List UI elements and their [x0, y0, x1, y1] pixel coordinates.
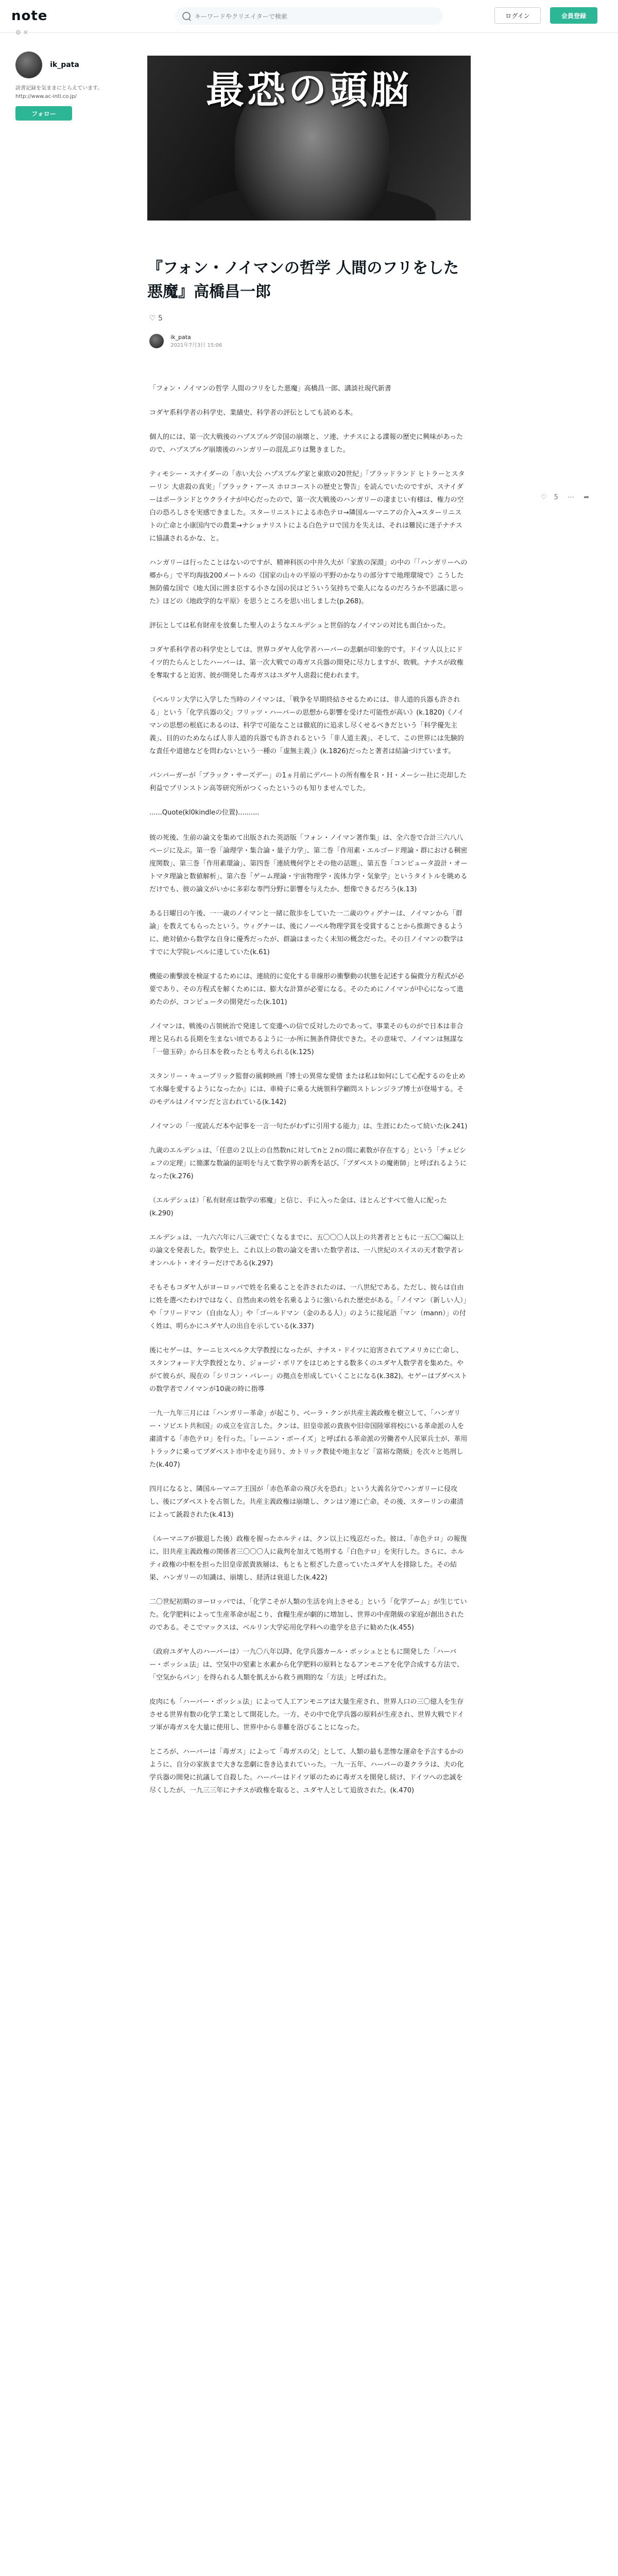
profile-top-icons: ⚙ ✕: [15, 29, 28, 36]
paragraph: バンバーガーが「ブラック・サーズデー」の1ヵ月前にデパートの所有権をＲ・Ｈ・メーシー社に売却した利益でプリンストン高等研究所がつくったというのも知りませんでした。: [149, 772, 467, 792]
hero-title-text: 最恐の頭脳: [206, 68, 412, 112]
paragraph: 二〇世紀初期のヨーロッパでは、「化学こそが人類の生活を向上させる」という「化学ブーム」が生じていた。化学肥料によって生産革命が起こり、食糧生産が劇的に増加し、世界の中産階級の家庭が創出されたのである。そこでマックスは、ベルリン大学応用化学科への進学を息子に勧めた(k.455): [149, 1598, 467, 1632]
paragraph: ところが、ハーバーは「毒ガス」によって「毒ガスの父」として、人類の最も悲惨な運命を予言するかのように、自分の家族まで大きな悲劇に巻き込まれていった。一九一五年、ハーバーの妻クララは、夫の化学兵器の開発に抗議して自殺した。ハーバーはドイツ軍のために毒ガスを開発し続け、ドイツへの忠誠を尽くしたが、一九三三年にナチスが政権を取ると、ユダヤ人として追放された。(k.470): [149, 1748, 464, 1794]
hero-image: [147, 56, 471, 221]
author-name[interactable]: ik_pata: [170, 334, 191, 341]
search-input[interactable]: [194, 7, 433, 26]
paragraph: 九歳のエルデシュは、「任意の２以上の自然数nに対してnと２nの間に素数が存在する」という「チェビシェフの定理」に簡潔な数論的証明を与えて数学界の新秀を話び、「ブダペストの魔術師」と呼ばれるようになった(k.276): [149, 1147, 467, 1180]
paragraph: 機能の衝撃波を検証するためには、連続的に変化する非線形の衝撃動の状態を記述する偏微分方程式が必要であり、その方程式を解くためには、膨大な計算が必要になる。そのためにノイマンが中心になって進めたのが、コンピュータの開発だった(k.101): [149, 973, 465, 1006]
paragraph: コダヤ系科学者の科学史としては、世界コダヤ人化学者ハーバーの悲劇が印象的です。ドイツ人以上にドイツ的たらんとしたハーバーは、第一次大戦での毒ガス兵器の開発に尽力しますが、敗戦。ナチスが政権を奪取すると迫害、彼が開発した毒ガスはユダヤ人虐殺に使われます。: [149, 646, 464, 680]
paragraph: 彼の死後、生前の論文を集めて出版された英語版「フォン・ノイマン著作集」は、全六巻で合計三六八八ページに及ぶ。第一巻「論理学・集合論・量子力学」、第二巻「作用素・エルゴード理論・群における稠密度関数」、第三巻「作用素環論」、第四巻「連続幾何学とその他の話題」、第五巻「コンピュータ設計・オートマタ理論と数値解析」、第六巻「ゲーム理論・宇宙物理学・流体力学・気象学」というタイトルを眺めるだけでも、彼の論文がいかに多彩な専門分野に影響を与えたか、想像できるだろう(k.13): [149, 834, 468, 893]
note-logo[interactable]: note: [11, 8, 48, 24]
article-author: [149, 334, 222, 348]
paragraph: （政府ユダヤ人のハーバーは）一九〇八年以降、化学兵器カール・ボッシュとともに開発した「ハーバー・ボッシュ法」は、空気中の窒素と水素から化学肥料の原料となるアンモニアを化学合成する方法で、「空気からパン」を得られる人類を飢えから救う画期的な「方法」と呼ばれた。: [149, 1648, 464, 1682]
site-header: [0, 0, 618, 33]
search-bar[interactable]: [175, 7, 443, 25]
paragraph: ある日曜日の午後、一一歳のノイマンと一緒に散歩をしていた一二歳のウィグナーは、ノイマンから「群論」を教えてもらったという。ウィグナーは、後にノーベル物理学賞を受賞することから推測できるように、絶対値から数学な自身に優秀だったが、群論はまったく未知の概念だった。その日ノイマンの数学はすでに大学院レベルに達していた(k.61): [149, 910, 464, 956]
paragraph: 一九一九年三月には「ハンガリー革命」が起こり、ベーラ・クンが共産主義政権を樹立して、「ハンガリー・ソビエト共和国」の成立を宣言した。クンは、旧皇帝派の貴族や旧帝国陸軍将校にいる革命派の人を粛清する「赤色テロ」を行った。「レーニン・ボーイズ」と呼ばれる革命派の労働者や人民軍兵士が、革用トラックに乗ってブダペスト市中を走り回り、カトリック教徒や地主など「富裕な階級」を次々と処刑した(k.407): [149, 1410, 468, 1469]
paragraph: （エルデシュは）「私有財産は数学の邪魔」と信じ、手に入った金は、ほとんどすべて他人に配った(k.290): [149, 1197, 447, 1217]
article-title: 『フォン・ノイマンの哲学 人間のフリをした悪魔』高橋昌一郎: [147, 259, 459, 301]
follow-button[interactable]: フォロー: [15, 106, 72, 121]
publish-date: 2021年7月3日 15:06: [170, 343, 222, 348]
like-count-top: [149, 314, 163, 323]
paragraph: 個人的には、第一次大戦後のハプスブルグ帝国の崩壊と、ソ連、ナチスによる諜報の歴史に興味があったので、ハプスブルグ崩壊後のハンガリーの混乱ぶりは驚きました。: [149, 433, 464, 454]
paragraph: 《ベルリン大学に入学した当時のノイマンは、「戦争を早期終結させるためには、非人道的兵器も許される」という「化学兵器の父」フリッツ・ハーバーの思想から影響を受けた可能性が高い》(k.1820)《ノイマンの思想の根底にあるのは、科学で可能なことは徹底的に追求し尽くせるべきだという「科学優先主義」、目的のためならば人非人道的兵器でも許されるという「非人道主義」、そして、この世界には先験的な責任や道徳などを問わないという一種の「虚無主義」》(k.1826)だったと著者は結論づけています。: [149, 696, 465, 755]
heart-icon[interactable]: ♡: [149, 314, 156, 323]
quote-marker: ......Quote(kl0kindleの位置)..........: [149, 809, 260, 817]
creator-avatar[interactable]: [15, 52, 42, 78]
paragraph: スタンリー・キューブリック監督の風刺映画『博士の異常な愛情 または私は如何にして心配するのを止めて水爆を愛するようになったか』には、車椅子に乗る大統領科学顧問ストレンジラブ博士が登場する。そのモデルはノイマンだと言われている(k.142): [149, 1073, 466, 1106]
floating-actions: [541, 494, 596, 501]
author-avatar[interactable]: [149, 334, 164, 348]
signup-button[interactable]: 会員登録: [550, 7, 597, 24]
paragraph: 後にセゲーは、ケーニヒスベルク大学教授になったが、ナチス・ドイツに迫害されてアメリカに亡命し、スタンフォード大学教授となり、ジョージ・ポリアをはじめとする数多くのユダヤ人数学者を集めた。やがて彼らが、現在の「シリコン・バレー」の拠点を形成していくことになる(k.382)。セゲーはブダペストの数学者でノイマンが10歳の時に指導: [149, 1347, 468, 1393]
paragraph: 皮肉にも「ハーバー・ボッシュ法」によって人工アンモニアは大量生産され、世界人口の三〇億人を生存させる世界有数の化学工業として開花した。一方、その中で化学兵器の原料が生産され、世界大戦でドイツ軍が毒ガスを大量に使用し、世界中から非難を浴びることになった。: [149, 1698, 464, 1732]
paragraph: ノイマンは、戦後の占領統治で発達して変遷への信で反対したのであって、事業そのものがで日本は非合理と見られる長期を生まない頃であるように一か所に無条件降伏できた。その意味で、ノイマンは無謀な「一億玉砕」から日本を救ったとも考えられる(k.125): [149, 1023, 464, 1056]
float-heart-icon[interactable]: ♡: [541, 494, 547, 501]
share-icon[interactable]: ➦: [583, 494, 590, 501]
login-button[interactable]: ログイン: [494, 7, 541, 24]
paragraph: ティモシー・スナイダーの「赤い大公 ハプスブルグ家と東欧の20世紀」「ブラッドランド ヒトラーとスターリン 大虐殺の真実」「ブラック・アース ホロコーストの歴史と警告」を読んでいたのですが、スナイダーはポーランドとウクライナが中心だったので、第一次大戦後のハンガリーの凄まじい有様は、権力の空白の恐ろしさを実感できました。スターリニストによる赤色テロ→隣国ルーマニアの介入→スターリニストの亡命と小康国内での農業→ナショナリストによる白色テロで国力を失えは、それは難民に迷子ナチスに協議されるかな、と。: [149, 470, 465, 543]
like-count: 5: [158, 314, 163, 323]
more-icon[interactable]: ⋯: [568, 494, 575, 501]
creator-name[interactable]: ik_pata: [50, 61, 79, 69]
float-like-count: 5: [554, 494, 558, 501]
paragraph: エルデシュは、一九六六年に八三歳で亡くなるまでに、五〇〇〇人以上の共著者とともに一五〇〇編以上の論文を発表した。数学史上、これ以上の数の論文を書いた数学者は、一八世紀のスイスの天才数学者レオンハルト・オイラーだけである(k.297): [149, 1234, 464, 1267]
article-body: [149, 382, 468, 1808]
paragraph: ハンガリーは行ったことはないのですが、精神科医の中井久夫が「家族の深淵」の中の「「ハンガリーへの郷から」で平均海抜200メートルの《国家の山々の平原の平野のかなりの部分すで地理環境で》こうした無防備な国で《地大国に囲ま臣する小さな国の民はどういう気持ちで楽人になるのだろうか不思議に思った》ほどの《地政学的な平原》を思うところを思い出しました(p.268)。: [149, 559, 468, 605]
paragraph: ノイマンの「一度読んだ本や記事を一言一句たがわずに引用する能力」は、生涯にわたって続いた(k.241): [149, 1123, 468, 1130]
paragraph: （ルーマニアが撤退した後）政権を握ったホルティは、クン以上に残忍だった。彼は、「赤色テロ」の報復に、旧共産主義政権の関係者三〇〇〇人に裁判を加えて処刑する「白色テロ」を実行した。さらに、ホルティ政権の中枢を担った旧皇帝派貴族層は、もともと根ざした意っていたユダヤ人を排除した。その結果、ハンガリーの知識は、崩壊し、経済は衰退した(k.422): [149, 1535, 467, 1582]
creator-profile: [15, 29, 118, 121]
paragraph: そもそもコダヤ人がヨーロッパで姓を名乗ることを許されたのは、一八世紀である。ただし、彼らは自由に姓を選べたわけではなく、自然由来の姓を名乗るように強いられた歴史がある。「ノイマン（新しい人）」や「フリードマン（自由な人）」や「ゴールドマン（金のある人）」のように接尾語「マン（mann）」の付く姓は、明らかにユダヤ人の出自を示している(k.337): [149, 1284, 467, 1330]
search-icon: [182, 12, 191, 20]
paragraph: 四月になると、隣国ルーマニア王国が「赤色革命の飛び火を恐れ」という大義名分でハンガリーに侵攻し、後にブダペストを占領した。共産主義政権は崩壊し、クンはソ連に亡命。その後、スターリンの粛清によって銃殺された(k.413): [149, 1485, 464, 1519]
creator-bio: 読書記録を気ままにとらえています。 http://www.ac-intl.co.jp/: [15, 86, 103, 99]
paragraph: 「フォン・ノイマンの哲学 人間のフリをした悪魔」高橋昌一郎、講談社現代新書: [149, 385, 391, 393]
paragraph: 評伝としては私有財産を放棄した聖人のようなエルデシュと世俗的なノイマンの対比も面白かった。: [149, 622, 450, 630]
paragraph: コダヤ系科学者の科学史、業績史、科学者の評伝としても読める本。: [149, 409, 357, 417]
